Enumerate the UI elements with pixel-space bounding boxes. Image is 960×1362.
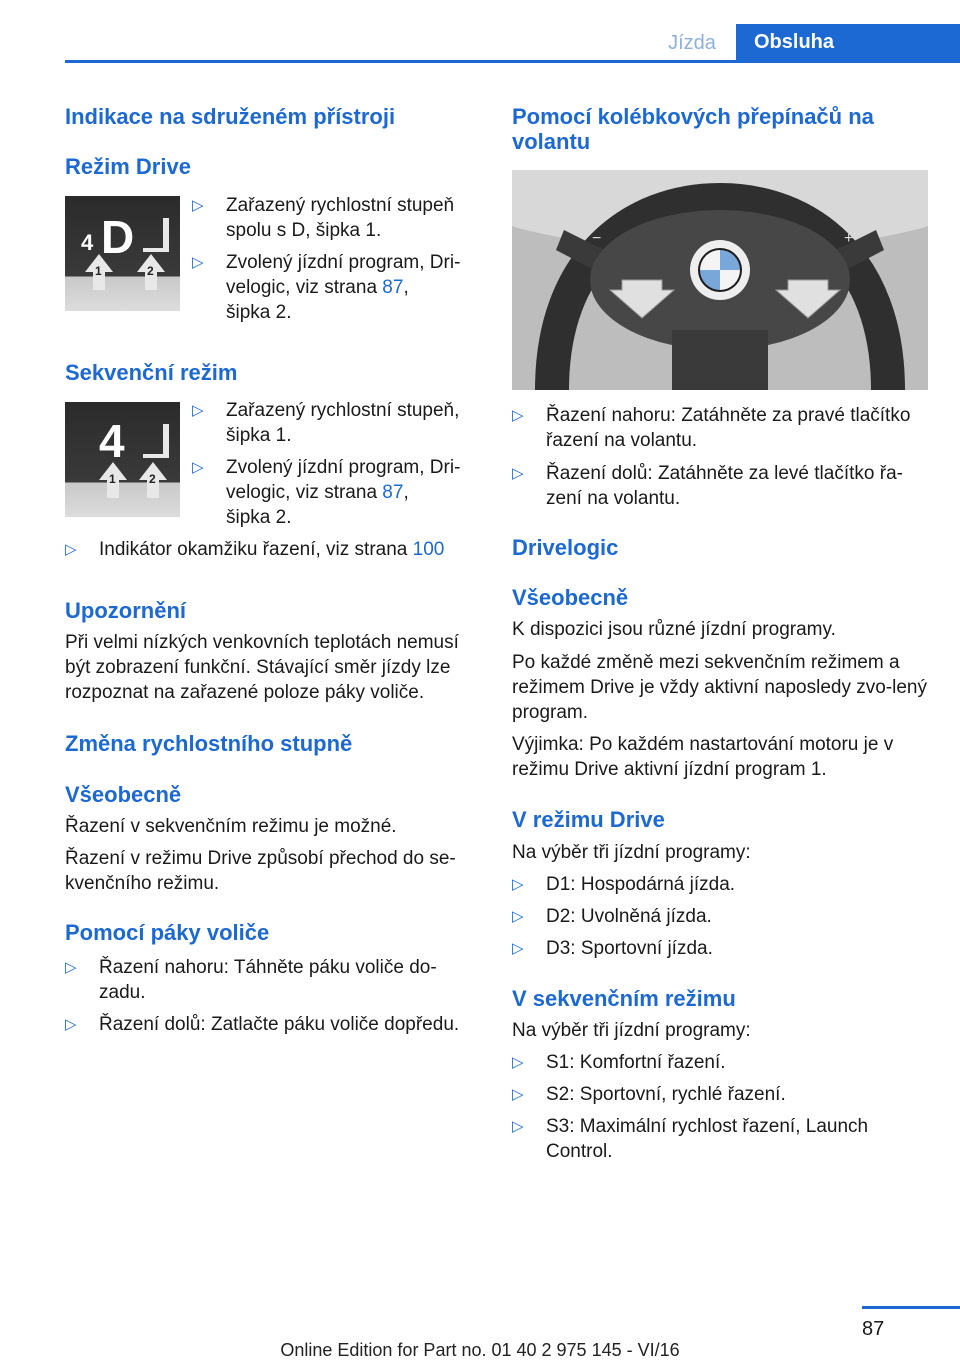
bullet-icon: ▷ (512, 1086, 524, 1103)
bullet-icon: ▷ (192, 459, 204, 476)
tab-obsluha[interactable]: Obsluha (736, 24, 960, 60)
heading-kolebky: Pomocí kolébkových přepínačů na volantu (512, 104, 874, 154)
paragraph: Řazení v režimu Drive způsobí přechod do se-kvenčního režimu. (65, 848, 456, 894)
gear-number: 4 (99, 415, 125, 467)
bullet-icon: ▷ (65, 541, 77, 558)
heading-vseobecne: Všeobecně (65, 782, 182, 807)
heading-rezim-drive: Režim Drive (65, 154, 191, 179)
heading-zmena: Změna rychlostního stupně (65, 731, 353, 756)
header-rule (65, 60, 960, 63)
bullet-icon: ▷ (192, 402, 204, 419)
gear-number: 4 (81, 230, 94, 255)
heading-sekvencni: Sekvenční režim (65, 360, 238, 385)
bullet-icon: ▷ (512, 465, 524, 482)
footer-rule (862, 1306, 960, 1309)
steering-wheel-icon (512, 170, 928, 390)
arrow-label-2: 2 (149, 472, 156, 486)
heading-v-sekvencnim-rezimu: V sekvenčním režimu (512, 986, 736, 1011)
bullet-icon: ▷ (512, 1054, 524, 1071)
bullet-icon: ▷ (512, 1118, 524, 1135)
bullet-icon: ▷ (192, 254, 204, 271)
paragraph: Výjimka: Po každém nastartování motoru je v režimu Drive aktivní jízdní program 1. (512, 734, 894, 780)
drive-letter: D (101, 211, 135, 263)
heading-drivelogic: Drivelogic (512, 535, 619, 560)
heading-indikace: Indikace na sdruženém přístroji (65, 104, 396, 129)
paddle-plus-label: + (844, 230, 854, 247)
heading-v-rezimu-drive: V režimu Drive (512, 807, 665, 832)
bullet-icon: ▷ (65, 1016, 77, 1033)
program-icon (143, 218, 169, 252)
program-icon (143, 424, 169, 458)
tab-jizda[interactable]: Jízda (668, 32, 716, 54)
paragraph: Na výběr tři jízdní programy: (512, 842, 751, 863)
paragraph: K dispozici jsou různé jízdní programy. (512, 619, 836, 640)
bullet-icon: ▷ (512, 908, 524, 925)
arrow-label-2: 2 (147, 264, 154, 278)
bullet-icon: ▷ (512, 407, 524, 424)
paragraph: Řazení v sekvenčním režimu je možné. (65, 816, 397, 837)
paddle-minus-label: − (592, 230, 602, 247)
page-link-87[interactable]: 87 (382, 277, 404, 298)
heading-vseobecne-right: Všeobecně (512, 585, 629, 610)
heading-upozorneni: Upozornění (65, 598, 186, 623)
paragraph: Na výběr tři jízdní programy: (512, 1020, 751, 1041)
steering-wheel-image (512, 170, 928, 390)
bullet-icon: ▷ (192, 197, 204, 214)
page-link-100[interactable]: 100 (412, 539, 445, 560)
arrow-label-1: 1 (109, 472, 116, 486)
arrow-label-1: 1 (95, 264, 102, 278)
bullet-icon: ▷ (512, 940, 524, 957)
page-link-87[interactable]: 87 (382, 482, 404, 503)
heading-paky: Pomocí páky voliče (65, 920, 270, 945)
edition-footer: Online Edition for Part no. 01 40 2 975 145 - VI/16 (280, 1340, 680, 1360)
sequential-mode-image (65, 402, 180, 517)
bullet-icon: ▷ (512, 876, 524, 893)
paragraph: Po každé změně mezi sekvenčním režimem a režimem Drive je vždy aktivní naposledy zvo-lený program. (512, 652, 927, 723)
drive-mode-image (65, 196, 180, 311)
page-number: 87 (862, 1318, 885, 1340)
upozorneni-text: Při velmi nízkých venkovních teplotách nemusí být zobrazení funkční. Stávající směr jízdy lze rozpoznat na zařazené poloze páky voliče. (65, 632, 459, 703)
bullet-icon: ▷ (65, 959, 77, 976)
